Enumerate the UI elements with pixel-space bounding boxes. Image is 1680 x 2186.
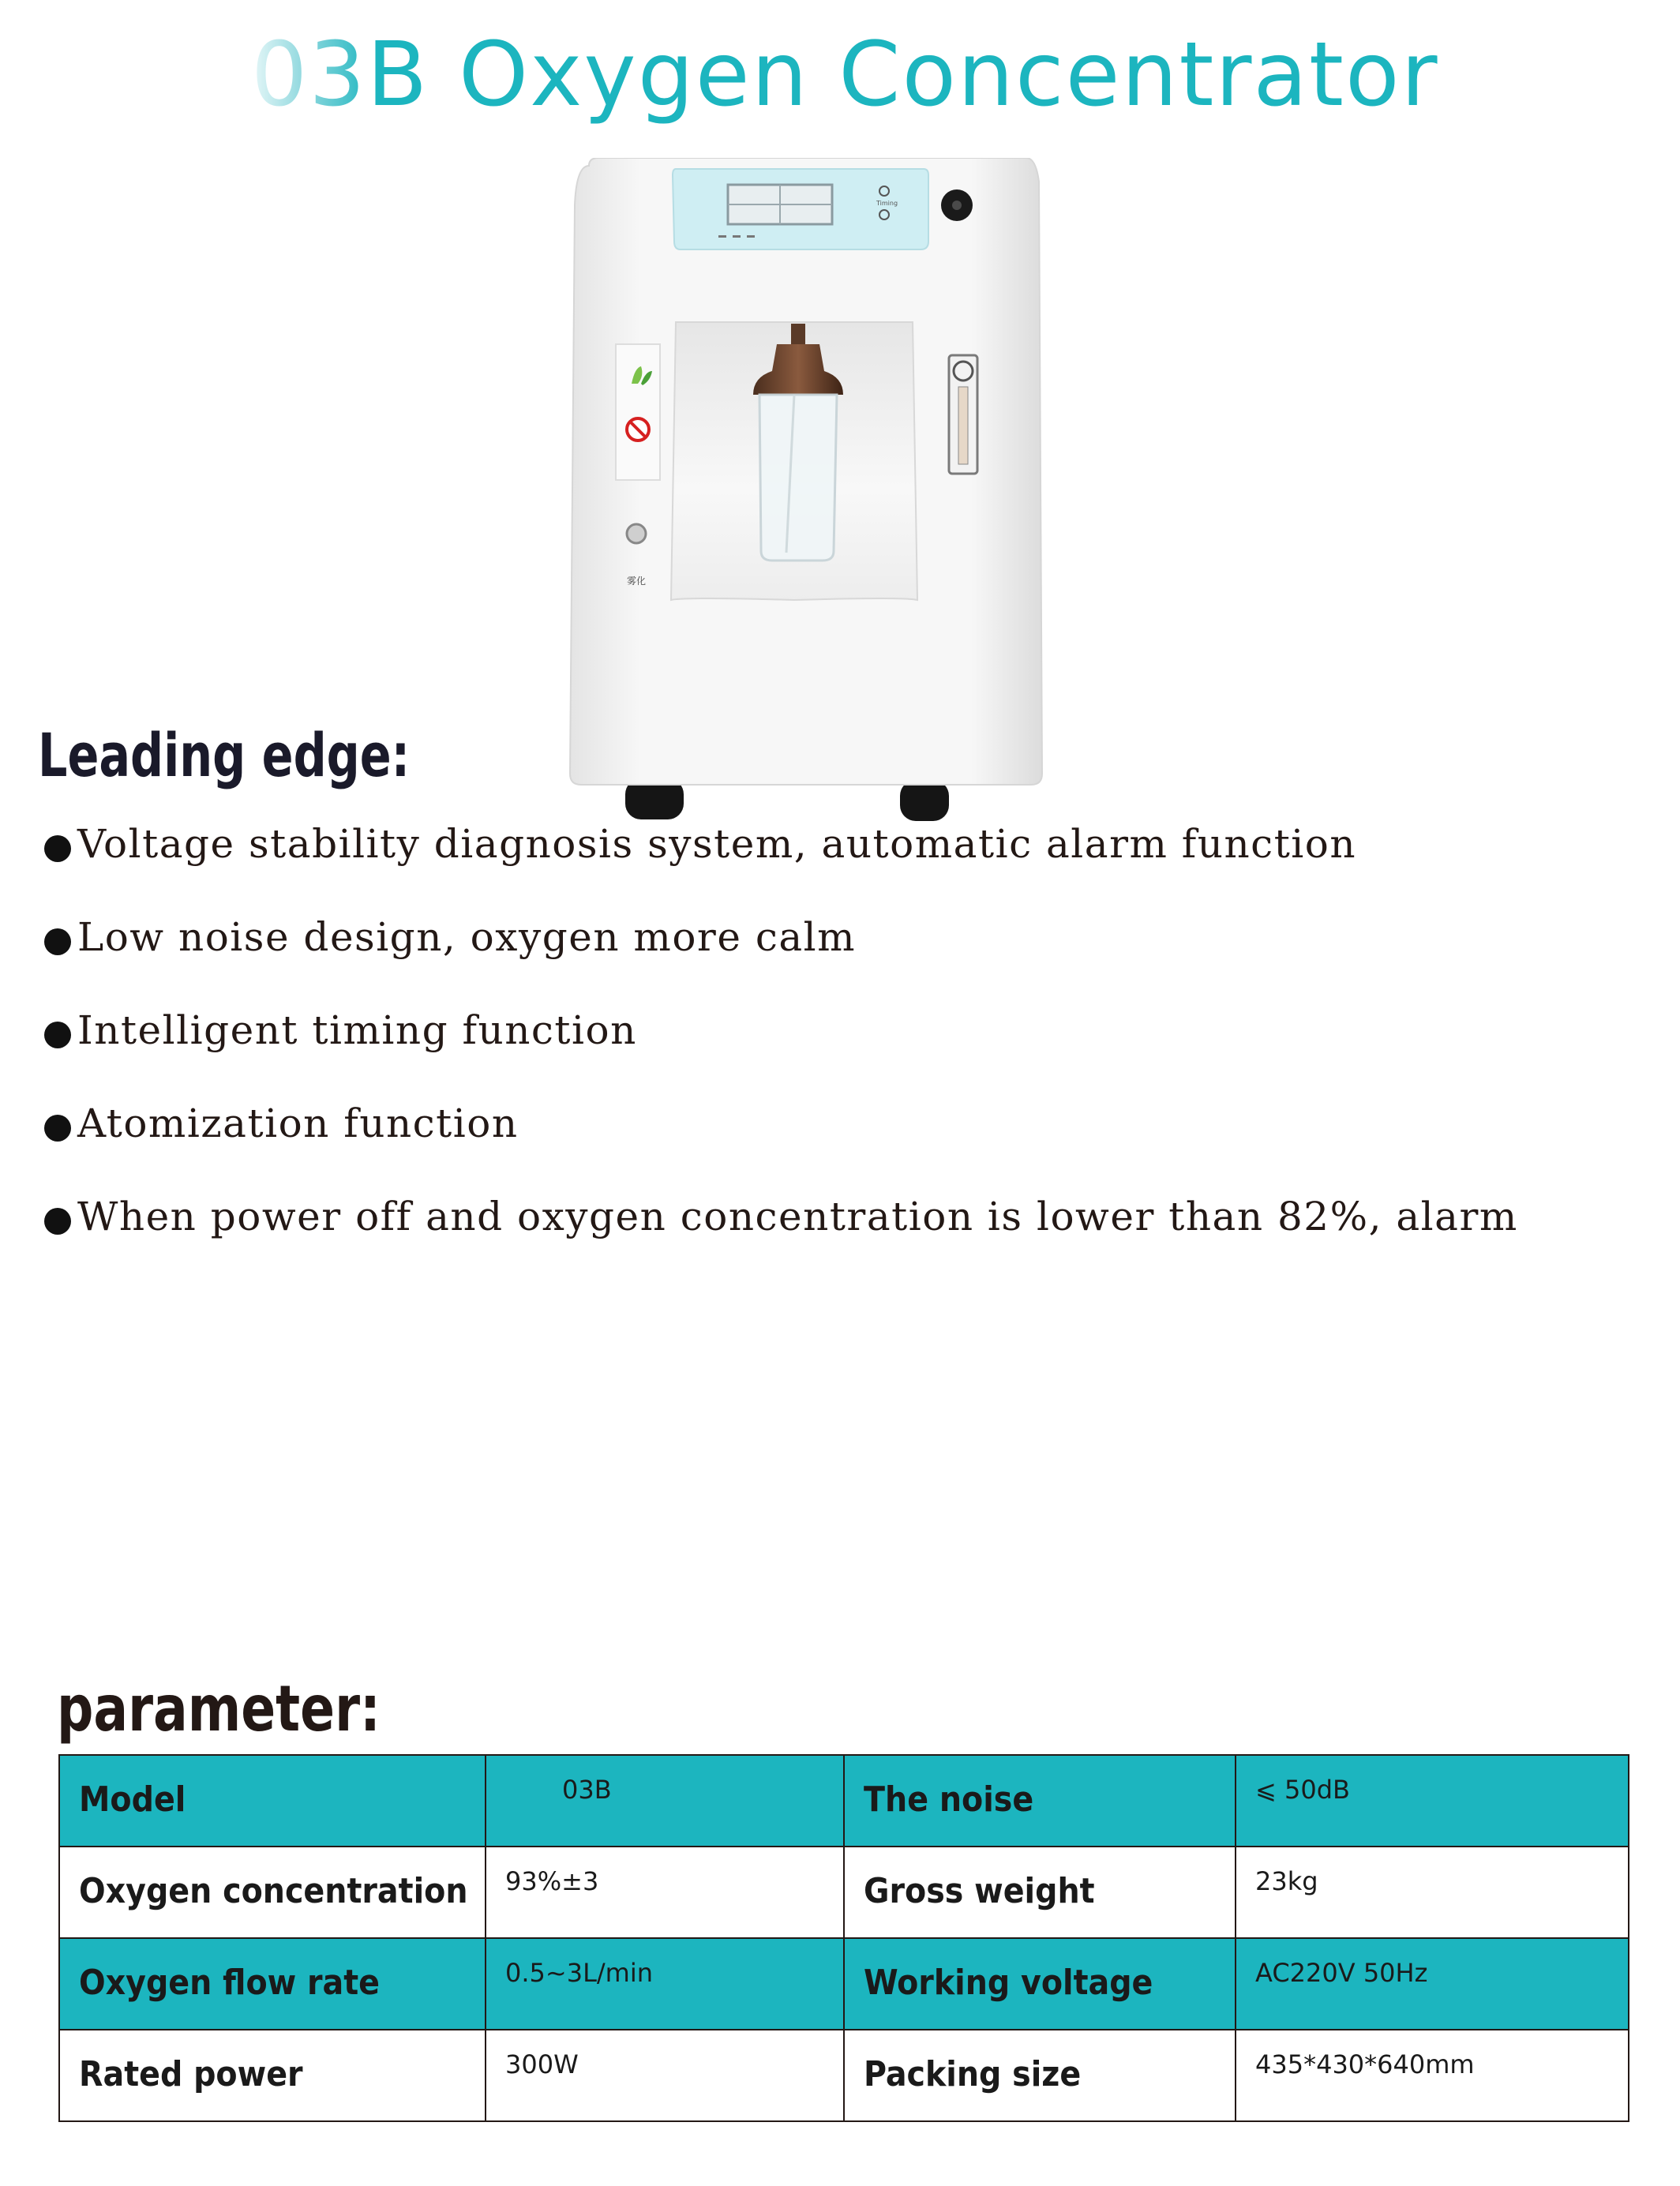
- param-value-cell: [1236, 1755, 1629, 1847]
- param-label-cell: [844, 1938, 1236, 2030]
- timing-label: Timing: [876, 200, 898, 207]
- param-label-cell: [59, 1755, 486, 1847]
- table-row: [59, 1847, 1629, 1938]
- table-row: [59, 1755, 1629, 1847]
- param-label: Oxygen flow rate: [79, 1963, 381, 2003]
- bullet-icon: [44, 1022, 71, 1048]
- param-label: Gross weight: [864, 1871, 1095, 1911]
- param-label-cell: [844, 1847, 1236, 1938]
- leading-edge-heading: Leading edge:: [38, 720, 411, 790]
- param-value-cell: [1236, 2030, 1629, 2121]
- param-value-cell: [486, 1755, 844, 1847]
- param-label: Working voltage: [864, 1963, 1153, 2003]
- feature-text: Intelligent timing function: [77, 1007, 637, 1053]
- param-value-cell: [486, 1847, 844, 1938]
- param-label-cell: [844, 2030, 1236, 2121]
- feature-item: [44, 914, 1518, 1007]
- param-label: Packing size: [864, 2054, 1082, 2094]
- title-product-name: Oxygen Concentrator: [458, 24, 1439, 126]
- feature-text: Atomization function: [77, 1100, 519, 1146]
- param-value: 300W: [505, 2049, 579, 2079]
- wheel-right: [900, 780, 949, 821]
- warning-labels: [616, 344, 660, 480]
- param-label-cell: [844, 1755, 1236, 1847]
- param-value-cell: [486, 1938, 844, 2030]
- param-value-cell: [1236, 1847, 1629, 1938]
- feature-item: [44, 1194, 1518, 1287]
- page-title: [251, 24, 1439, 126]
- parameter-table: [58, 1754, 1629, 2122]
- feature-item: [44, 821, 1518, 914]
- param-value-cell: [1236, 1938, 1629, 2030]
- param-value: 435*430*640mm: [1255, 2049, 1475, 2079]
- table-row: [59, 2030, 1629, 2121]
- param-label: Oxygen concentration: [79, 1871, 468, 1911]
- param-value-cell: [486, 2030, 844, 2121]
- param-label: The noise: [864, 1779, 1034, 1820]
- table-row: [59, 1938, 1629, 2030]
- oxygen-concentrator-image: [565, 158, 1047, 829]
- feature-text: Low noise design, oxygen more calm: [77, 914, 857, 960]
- param-value: 93%±3: [505, 1866, 599, 1896]
- parameter-heading: parameter:: [57, 1672, 381, 1745]
- feature-item: [44, 1007, 1518, 1100]
- param-value: 0.5~3L/min: [505, 1958, 654, 1988]
- param-value: ⩽ 50dB: [1255, 1775, 1350, 1805]
- param-label-cell: [59, 1847, 486, 1938]
- feature-text: When power off and oxygen concentration is lower than 82%, alarm: [77, 1194, 1518, 1239]
- atomize-label: 雾化: [627, 576, 647, 587]
- param-value: AC220V 50Hz: [1255, 1958, 1428, 1988]
- title-model: 03B: [251, 24, 429, 126]
- feature-text: Voltage stability diagnosis system, automatic alarm function: [77, 821, 1357, 867]
- feature-item: [44, 1100, 1518, 1194]
- feature-list: [44, 821, 1518, 1287]
- param-label-cell: [59, 1938, 486, 2030]
- bullet-icon: [44, 1208, 71, 1235]
- humidifier-bottle: [759, 395, 837, 561]
- param-label-cell: [59, 2030, 486, 2121]
- param-value: 23kg: [1255, 1866, 1318, 1896]
- param-label: Model: [79, 1779, 186, 1820]
- bullet-icon: [44, 1115, 71, 1142]
- bullet-icon: [44, 835, 71, 862]
- param-value: 03B: [562, 1775, 612, 1805]
- bullet-icon: [44, 928, 71, 955]
- atomize-knob[interactable]: [627, 524, 646, 543]
- param-label: Rated power: [79, 2054, 303, 2094]
